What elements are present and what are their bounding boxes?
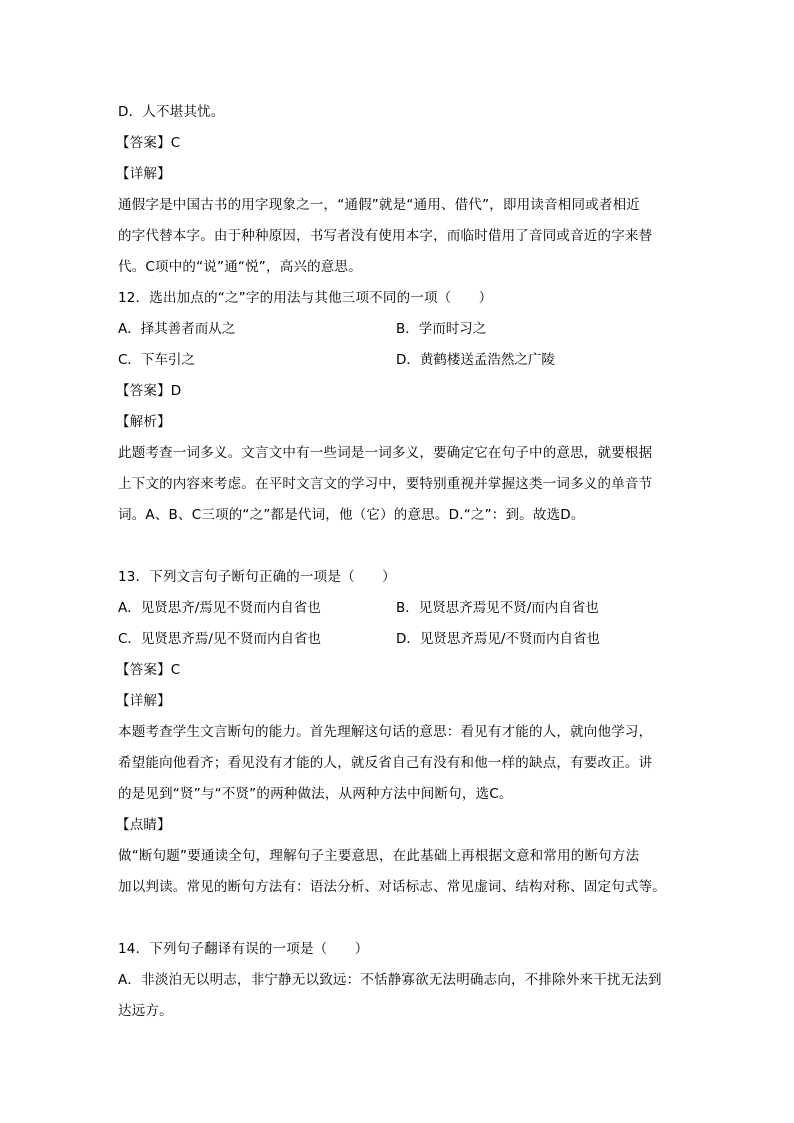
q13-detail-label: 【详解】 (116, 693, 171, 709)
q12-option-a: A．择其善者而从之 (118, 321, 236, 337)
q13-options-row-1 (118, 597, 678, 628)
q13-tip-line: 加以判读。常见的断句方法有：语法分析、对话标志、常见虚词、结构对称、固定句式等。 (118, 879, 666, 895)
q11-explanation-line: 通假字是中国古书的用字现象之一，“通假”就是“通用、借代”，即用读音相同或者相近 (118, 197, 640, 213)
q12-options-row-2 (118, 349, 678, 380)
q13-explanation-line: 本题考查学生文言断句的能力。首先理解这句话的意思：看见有才能的人，就向他学习， (118, 724, 653, 740)
q12-explanation-line: 词。A、B、C三项的“之”都是代词，他（它）的意思。D.“之”：到。故选D。 (118, 507, 585, 523)
q11-option-d: D．人不堪其忧。 (118, 104, 225, 120)
q11-answer-label: 【答案】C (116, 135, 181, 151)
q12-option-c: C．下车引之 (118, 352, 195, 368)
q13-option-a: A．见贤思齐/焉见不贤而内自省也 (118, 600, 321, 616)
q13-stem: 13．下列文言句子断句正确的一项是（ ） (118, 569, 396, 585)
q13-option-d: D．见贤思齐焉见/不贤而内自省也 (396, 631, 600, 647)
q14-stem: 14．下列句子翻译有误的一项是（ ） (118, 941, 369, 957)
q12-options-row-1 (118, 318, 678, 349)
q12-option-b: B．学而时习之 (396, 321, 487, 337)
q12-analysis-label: 【解析】 (116, 414, 171, 430)
q14-option-a-line: 达远方。 (118, 1003, 173, 1019)
q13-explanation-line: 希望能向他看齐；看见没有才能的人，就反省自己有没有和他一样的缺点，有要改正。讲 (118, 755, 653, 771)
q13-option-c: C．见贤思齐焉/见不贤而内自省也 (118, 631, 321, 647)
document-page (118, 101, 678, 1031)
q11-explanation-line: 代。C项中的“说”通“悦”，高兴的意思。 (118, 259, 362, 275)
q11-explanation-line: 的字代替本字。由于种种原因，书写者没有使用本字，而临时借用了音同或音近的字来替 (118, 228, 653, 244)
q12-explanation-line: 此题考查一词多义。文言文中有一些词是一词多义，要确定它在句子中的意思，就要根据 (118, 445, 653, 461)
q13-tip-label: 【点睛】 (116, 817, 171, 833)
q13-tip-line: 做“断句题”要通读全句，理解句子主要意思，在此基础上再根据文意和常用的断句方法 (118, 848, 640, 864)
q12-answer-label: 【答案】D (116, 383, 182, 399)
q12-option-d: D．黄鹤楼送孟浩然之广陵 (396, 352, 555, 368)
q13-options-row-2 (118, 628, 678, 659)
q13-answer-label: 【答案】C (116, 662, 181, 678)
spacer (118, 535, 678, 566)
q11-detail-label: 【详解】 (116, 166, 171, 182)
q12-explanation-line: 上下文的内容来考虑。在平时文言文的学习中，要特别重视并掌握这类一词多义的单音节 (118, 476, 653, 492)
q13-option-b: B．见贤思齐焉见不贤/而内自省也 (396, 600, 599, 616)
q13-explanation-line: 的是见到“贤”与“不贤”的两种做法，从两种方法中间断句，选C。 (118, 786, 513, 802)
spacer (118, 907, 678, 938)
q12-stem: 12．选出加点的“之”字的用法与其他三项不同的一项（ ） (118, 290, 493, 306)
q14-option-a-line: A．非淡泊无以明志，非宁静无以致远：不恬静寡欲无法明确志向，不排除外来干扰无法到 (118, 972, 662, 988)
